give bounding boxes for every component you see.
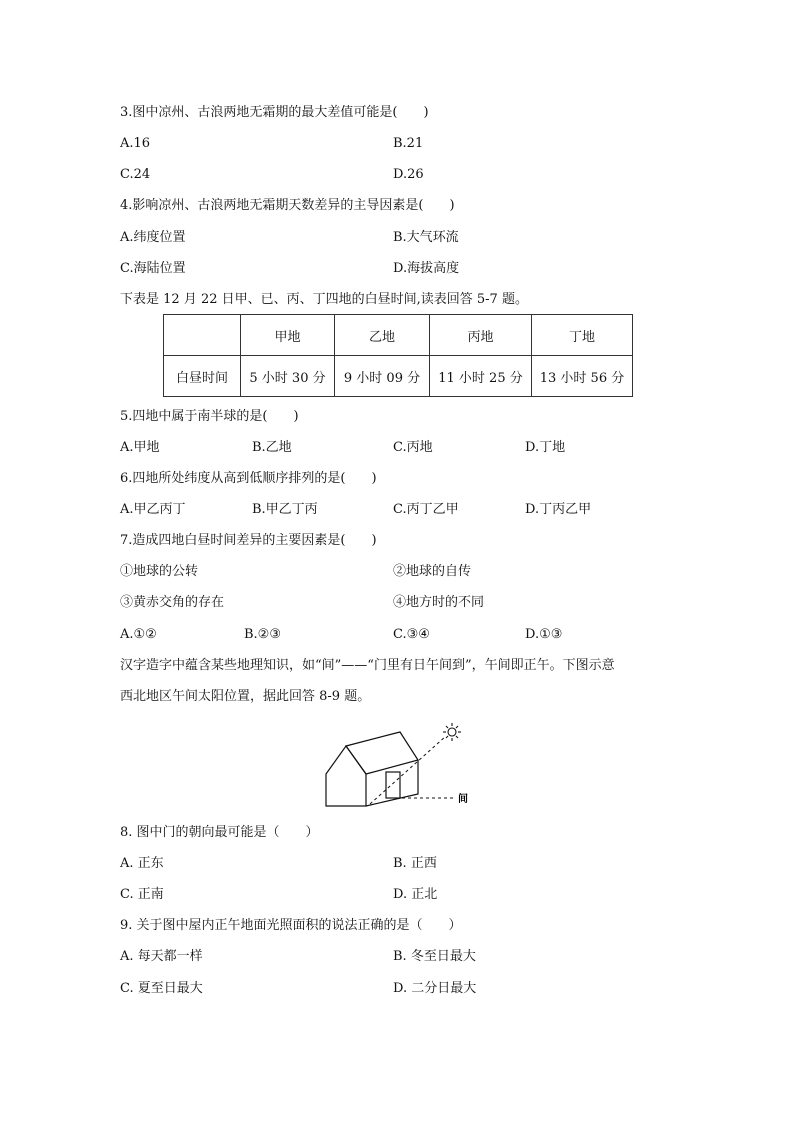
q6-option-a[interactable]: A.甲乙丙丁 [120,502,186,517]
q7-statement-1: ①地球的公转 [120,564,199,579]
q5-option-c[interactable]: C.丙地 [393,440,433,455]
q5-option-d[interactable]: D.丁地 [525,440,566,455]
figure-label: 间 [458,794,468,805]
house-sun-diagram [322,722,474,810]
house-sun-figure [322,722,474,810]
sun-icon [443,723,461,741]
table-row [164,356,633,397]
table-header-cell: 丁地 [532,315,633,356]
q8-option-d[interactable]: D. 正北 [393,887,438,902]
house-roof [346,732,418,774]
q4-option-d[interactable]: D.海拔高度 [393,261,460,276]
q7-option-a[interactable]: A.①② [120,627,157,642]
table-header-cell: 乙地 [335,315,430,356]
question-5-stem: 5.四地中属于南半球的是( ) [120,409,299,424]
q7-statement-4: ④地方时的不同 [393,595,485,610]
q9-option-a[interactable]: A. 每天都一样 [120,949,203,964]
table-header-cell: 甲地 [241,315,335,356]
q3-option-d[interactable]: D.26 [393,167,424,182]
table-header-row [164,315,633,356]
daylight-table [163,314,633,397]
question-3-stem: 3.图中凉州、古浪两地无霜期的最大差值可能是( ) [120,105,429,120]
q6-option-d[interactable]: D.丁丙乙甲 [525,502,592,517]
q7-option-d[interactable]: D.①③ [525,627,563,642]
question-6-stem: 6.四地所处纬度从高到低顺序排列的是( ) [120,471,377,486]
q5-option-b[interactable]: B.乙地 [252,440,292,455]
table-header-cell [164,315,241,356]
table-cell: 13 小时 56 分 [532,356,633,397]
question-4-stem: 4.影响凉州、古浪两地无霜期天数差异的主导因素是( ) [120,198,455,213]
q7-option-c[interactable]: C.③④ [393,627,430,642]
q3-option-b[interactable]: B.21 [393,136,424,151]
intro-8-9-line2: 西北地区午间太阳位置，据此回答 8-9 题。 [120,689,371,704]
q9-option-c[interactable]: C. 夏至日最大 [120,981,203,996]
q5-option-a[interactable]: A.甲地 [120,440,160,455]
q9-option-b[interactable]: B. 冬至日最大 [393,949,476,964]
q8-option-a[interactable]: A. 正东 [120,856,164,871]
q9-option-d[interactable]: D. 二分日最大 [393,981,477,996]
q8-option-c[interactable]: C. 正南 [120,887,164,902]
q4-option-b[interactable]: B.大气环流 [393,230,459,245]
q6-option-c[interactable]: C.丙丁乙甲 [393,502,459,517]
table-header-cell: 丙地 [430,315,532,356]
table-row-label: 白昼时间 [164,356,241,397]
q4-option-c[interactable]: C.海陆位置 [120,261,186,276]
q3-option-a[interactable]: A.16 [120,136,151,151]
table-cell: 9 小时 09 分 [335,356,430,397]
q7-statement-3: ③黄赤交角的存在 [120,595,225,610]
q7-option-b[interactable]: B.②③ [244,627,281,642]
question-9-stem: 9. 关于图中屋内正午地面光照面积的说法正确的是（ ） [120,918,462,933]
q7-statement-2: ②地球的自传 [393,564,472,579]
question-7-stem: 7.造成四地白昼时间差异的主要因素是( ) [120,533,377,548]
table-cell: 11 小时 25 分 [430,356,532,397]
q6-option-b[interactable]: B.甲乙丁丙 [252,502,318,517]
table-cell: 5 小时 30 分 [241,356,335,397]
question-8-stem: 8. 图中门的朝向最可能是（ ） [120,825,319,840]
q8-option-b[interactable]: B. 正西 [393,856,437,871]
intro-5-7: 下表是 12 月 22 日甲、已、丙、丁四地的白昼时间,读表回答 5-7 题。 [120,292,528,307]
house-front-wall [326,746,366,806]
house-door [386,772,400,798]
q3-option-c[interactable]: C.24 [120,167,151,182]
q4-option-a[interactable]: A.纬度位置 [120,230,186,245]
intro-8-9-line1: 汉字造字中蕴含某些地理知识，如“间”——“门里有日午间到”，午间即正午。下图示意 [120,658,615,673]
